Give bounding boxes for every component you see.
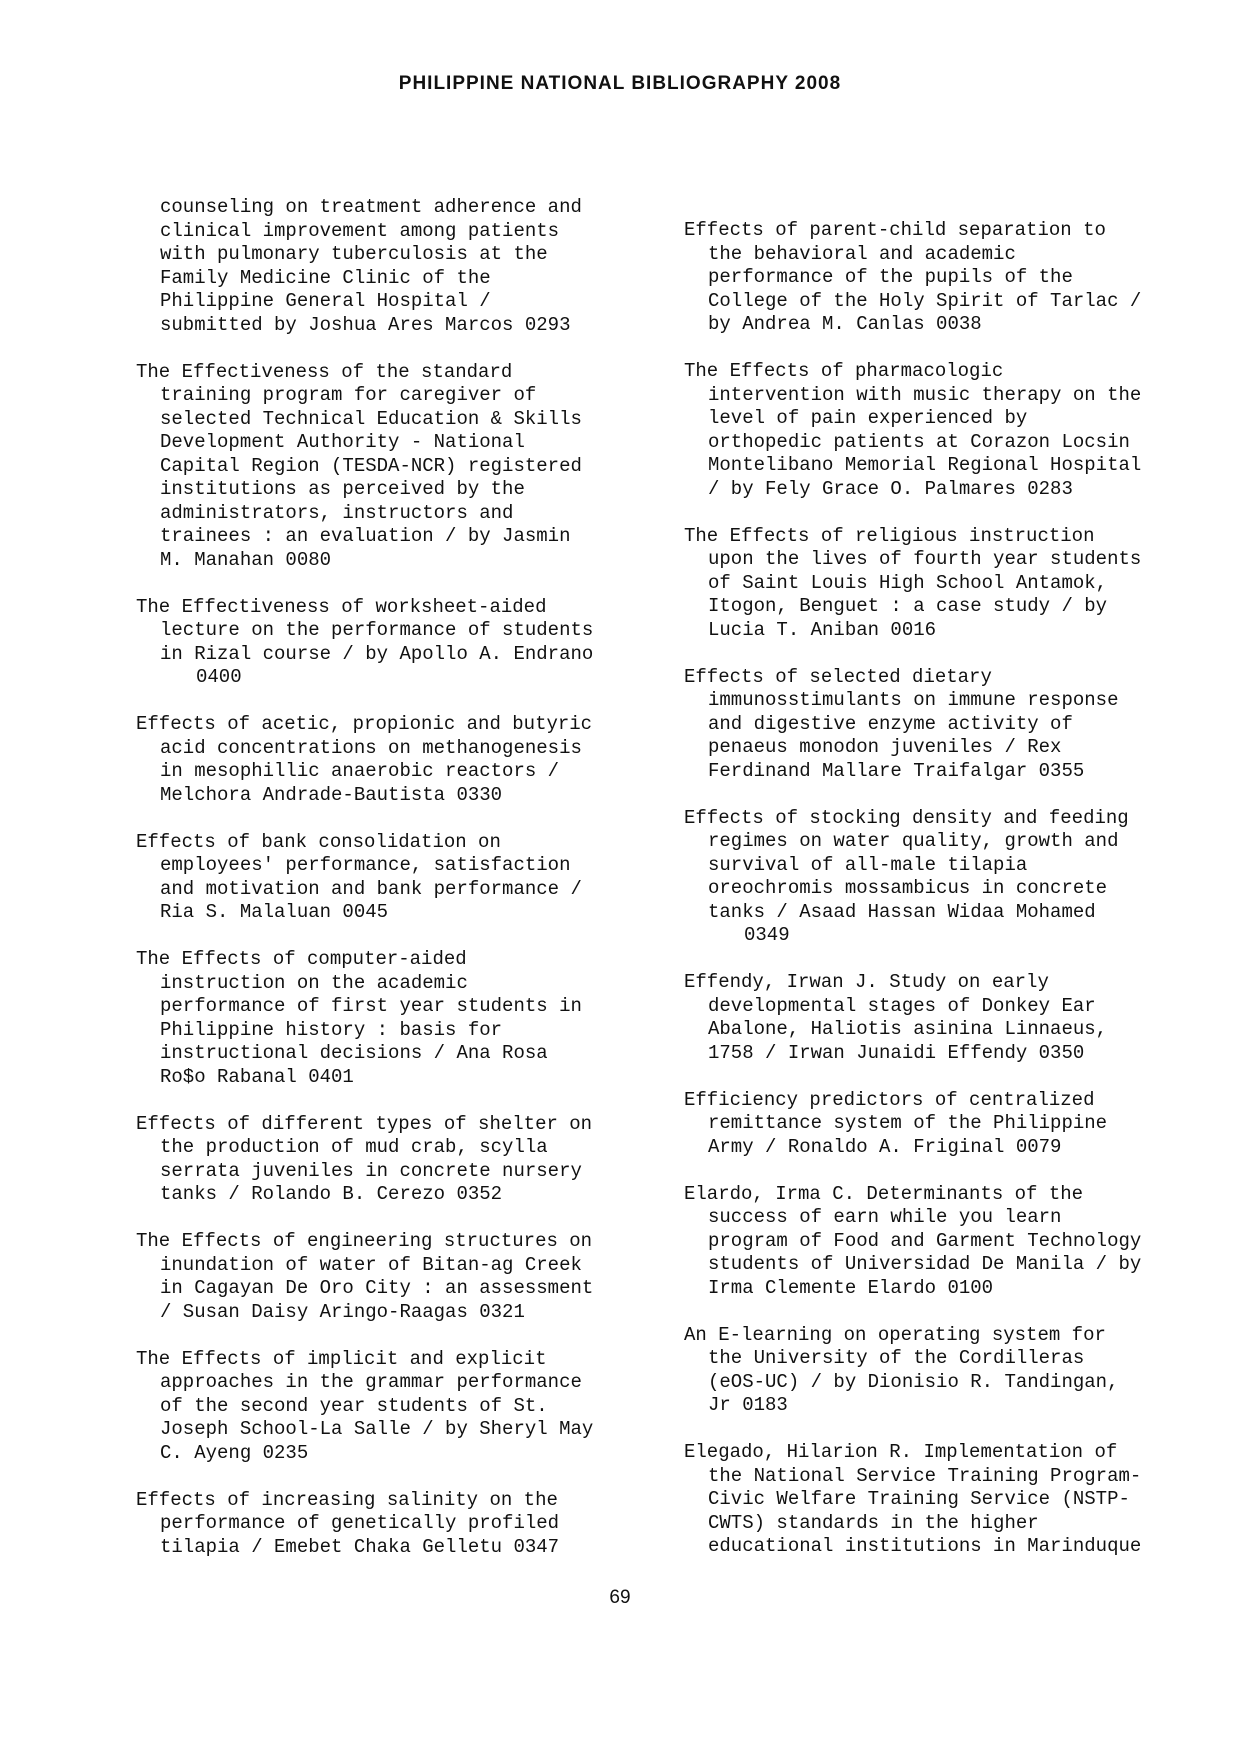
entry-line: M. Manahan 0080 xyxy=(160,548,332,571)
entry-heading-line: The Effects of religious instruction xyxy=(684,524,1095,547)
entry-line: tilapia / Emebet Chaka Gelletu 0347 xyxy=(160,1535,560,1558)
entry-line: acid concentrations on methanogenesis xyxy=(160,736,582,759)
bibliography-entry xyxy=(136,596,656,690)
entry-line: administrators, instructors and xyxy=(160,501,514,524)
entry-line: survival of all-male tilapia xyxy=(708,853,1028,876)
bibliography-entry xyxy=(684,807,1204,948)
entry-line: performance of first year students in xyxy=(160,995,582,1017)
entry-heading-line: Effects of stocking density and feeding xyxy=(684,806,1129,829)
entry-heading-line: Effects of different types of shelter on xyxy=(136,1112,593,1135)
bibliography-entry xyxy=(684,1183,1204,1301)
page-header-title: PHILIPPINE NATIONAL BIBLIOGRAPHY 2008 xyxy=(398,73,842,94)
entry-line: Development Authority - National xyxy=(160,431,525,453)
bibliography-entry xyxy=(684,219,1204,337)
entry-line: the production of mud crab, scylla xyxy=(160,1136,548,1158)
entry-heading-line: The Effectiveness of worksheet-aided xyxy=(136,595,547,618)
entry-line: remittance system of the Philippine xyxy=(708,1112,1108,1134)
entry-heading-line: Effendy, Irwan J. Study on early xyxy=(684,971,1049,993)
entry-heading-line: Elardo, Irma C. Determinants of the xyxy=(684,1182,1084,1205)
entry-line: orthopedic patients at Corazon Locsin xyxy=(708,430,1130,453)
entry-line: instructional decisions / Ana Rosa xyxy=(160,1042,548,1064)
entry-heading-line: The Effects of computer-aided xyxy=(136,948,467,970)
entry-line: Ferdinand Mallare Traifalgar 0355 xyxy=(708,759,1085,782)
entry-line: Capital Region (TESDA-NCR) registered xyxy=(160,454,582,477)
entry-line: level of pain experienced by xyxy=(708,407,1028,429)
entry-line: employees' performance, satisfaction xyxy=(160,854,571,876)
entry-line: Itogon, Benguet : a case study / by xyxy=(708,595,1108,617)
entry-line: serrata juveniles in concrete nursery xyxy=(160,1159,582,1182)
entry-line: with pulmonary tuberculosis at the xyxy=(160,243,548,265)
bibliography-entry xyxy=(136,1230,656,1324)
entry-line: regimes on water quality, growth and xyxy=(708,830,1119,852)
entry-heading-line: Effects of acetic, propionic and butyric xyxy=(136,713,593,735)
entry-line: trainees : an evaluation / by Jasmin xyxy=(160,525,571,547)
entry-line: Melchora Andrade-Bautista 0330 xyxy=(160,783,503,806)
bibliography-entry xyxy=(136,1113,656,1207)
entry-line: penaeus monodon juveniles / Rex xyxy=(708,736,1062,758)
entry-line: Lucia T. Aniban 0016 xyxy=(708,618,937,641)
entry-line: Ro$o Rabanal 0401 xyxy=(160,1065,354,1088)
entry-line: College of the Holy Spirit of Tarlac / xyxy=(708,289,1142,312)
entry-line: in Rizal course / by Apollo A. Endrano xyxy=(160,642,594,665)
entry-heading-line: Effects of bank consolidation on xyxy=(136,830,501,853)
bibliography-entry xyxy=(684,666,1204,784)
bibliography-entry xyxy=(684,525,1204,643)
entry-line: C. Ayeng 0235 xyxy=(160,1441,309,1464)
entry-line: the University of the Cordilleras xyxy=(708,1347,1085,1369)
bibliography-entry xyxy=(684,1324,1204,1418)
entry-heading-line: The Effects of pharmacologic xyxy=(684,360,1004,382)
entry-line: Army / Ronaldo A. Friginal 0079 xyxy=(708,1135,1062,1158)
entry-line: Joseph School-La Salle / by Sheryl May xyxy=(160,1418,594,1440)
entry-line: / by Fely Grace O. Palmares 0283 xyxy=(708,477,1073,500)
entry-heading-line: The Effects of implicit and explicit xyxy=(136,1347,547,1370)
entry-line: Ria S. Malaluan 0045 xyxy=(160,901,389,923)
entry-line: of the second year students of St. xyxy=(160,1394,548,1417)
entry-line: Family Medicine Clinic of the xyxy=(160,266,491,289)
entry-line: (eOS-UC) / by Dionisio R. Tandingan, xyxy=(708,1370,1119,1393)
entry-line: selected Technical Education & Skills xyxy=(160,407,582,430)
entry-line: clinical improvement among patients xyxy=(160,219,560,242)
entry-line: of Saint Louis High School Antamok, xyxy=(708,571,1108,594)
entry-line: training program for caregiver of xyxy=(160,384,537,406)
entry-line: Philippine history : basis for xyxy=(160,1018,503,1041)
bibliography-entry xyxy=(136,831,656,925)
entry-line: CWTS) standards in the higher xyxy=(708,1511,1039,1534)
bibliography-entry xyxy=(136,361,656,573)
entry-line: 1758 / Irwan Junaidi Effendy 0350 xyxy=(708,1041,1085,1064)
bibliography-entry xyxy=(684,971,1204,1065)
entry-line: inundation of water of Bitan-ag Creek xyxy=(160,1253,582,1276)
entry-line: and digestive enzyme activity of xyxy=(708,712,1073,735)
entry-line: 0349 xyxy=(744,924,790,946)
entry-line: Jr 0183 xyxy=(708,1394,788,1416)
entry-line: program of Food and Garment Technology xyxy=(708,1229,1142,1252)
entry-line: and motivation and bank performance / xyxy=(160,877,582,900)
bibliography-entry xyxy=(136,1489,656,1560)
bibliography-entry xyxy=(136,713,656,807)
entry-line: the National Service Training Program- xyxy=(708,1464,1142,1487)
entry-heading-line: An E-learning on operating system for xyxy=(684,1323,1106,1346)
entry-line: Montelibano Memorial Regional Hospital xyxy=(708,454,1142,476)
entry-line: upon the lives of fourth year students xyxy=(708,548,1142,570)
entry-line: submitted by Joshua Ares Marcos 0293 xyxy=(160,313,571,336)
bibliography-entry xyxy=(136,948,656,1089)
entry-line: Abalone, Haliotis asinina Linnaeus, xyxy=(708,1018,1108,1040)
entry-line: instruction on the academic xyxy=(160,971,468,994)
entry-line: in mesophillic anaerobic reactors / xyxy=(160,760,560,782)
entry-line: students of Universidad De Manila / by xyxy=(708,1253,1142,1275)
bibliography-entry xyxy=(684,1089,1204,1160)
entry-heading-line: The Effectiveness of the standard xyxy=(136,360,513,383)
entry-line: the behavioral and academic xyxy=(708,242,1016,265)
entry-heading-line: Effects of increasing salinity on the xyxy=(136,1488,558,1511)
page-number: 69 xyxy=(609,1587,631,1608)
entry-line: performance of genetically profiled xyxy=(160,1512,560,1534)
entry-line: Irma Clemente Elardo 0100 xyxy=(708,1276,994,1299)
bibliography-entry xyxy=(136,1348,656,1466)
entry-line: Civic Welfare Training Service (NSTP- xyxy=(708,1488,1130,1510)
entry-line: Philippine General Hospital / xyxy=(160,290,491,312)
entry-line: performance of the pupils of the xyxy=(708,266,1073,288)
entry-line: tanks / Asaad Hassan Widaa Mohamed xyxy=(708,900,1096,923)
entry-line: lecture on the performance of students xyxy=(160,619,594,641)
entry-line: success of earn while you learn xyxy=(708,1206,1062,1228)
entry-line: educational institutions in Marinduque xyxy=(708,1535,1142,1557)
entry-line: 0400 xyxy=(196,666,242,688)
entry-heading-line: Effects of parent-child separation to xyxy=(684,219,1106,241)
entry-line: counseling on treatment adherence and xyxy=(160,196,582,218)
entry-line: developmental stages of Donkey Ear xyxy=(708,994,1096,1017)
left-column xyxy=(136,196,656,1583)
entry-line: / Susan Daisy Aringo-Raagas 0321 xyxy=(160,1300,525,1323)
right-column xyxy=(684,219,1204,1582)
entry-heading-line: Effects of selected dietary xyxy=(684,665,992,688)
entry-line: oreochromis mossambicus in concrete xyxy=(708,877,1108,899)
bibliography-entry xyxy=(684,1441,1204,1559)
entry-line: tanks / Rolando B. Cerezo 0352 xyxy=(160,1183,503,1205)
entry-line: in Cagayan De Oro City : an assessment xyxy=(160,1277,594,1299)
entry-line: approaches in the grammar performance xyxy=(160,1371,582,1393)
entry-heading-line: The Effects of engineering structures on xyxy=(136,1230,593,1252)
bibliography-entry xyxy=(684,360,1204,501)
entry-heading-line: Efficiency predictors of centralized xyxy=(684,1088,1095,1111)
entry-line: intervention with music therapy on the xyxy=(708,383,1142,406)
entry-line: institutions as perceived by the xyxy=(160,478,525,500)
bibliography-entry xyxy=(136,196,656,337)
entry-line: by Andrea M. Canlas 0038 xyxy=(708,313,982,335)
entry-heading-line: Elegado, Hilarion R. Implementation of xyxy=(684,1441,1118,1463)
entry-line: immunosstimulants on immune response xyxy=(708,689,1119,711)
